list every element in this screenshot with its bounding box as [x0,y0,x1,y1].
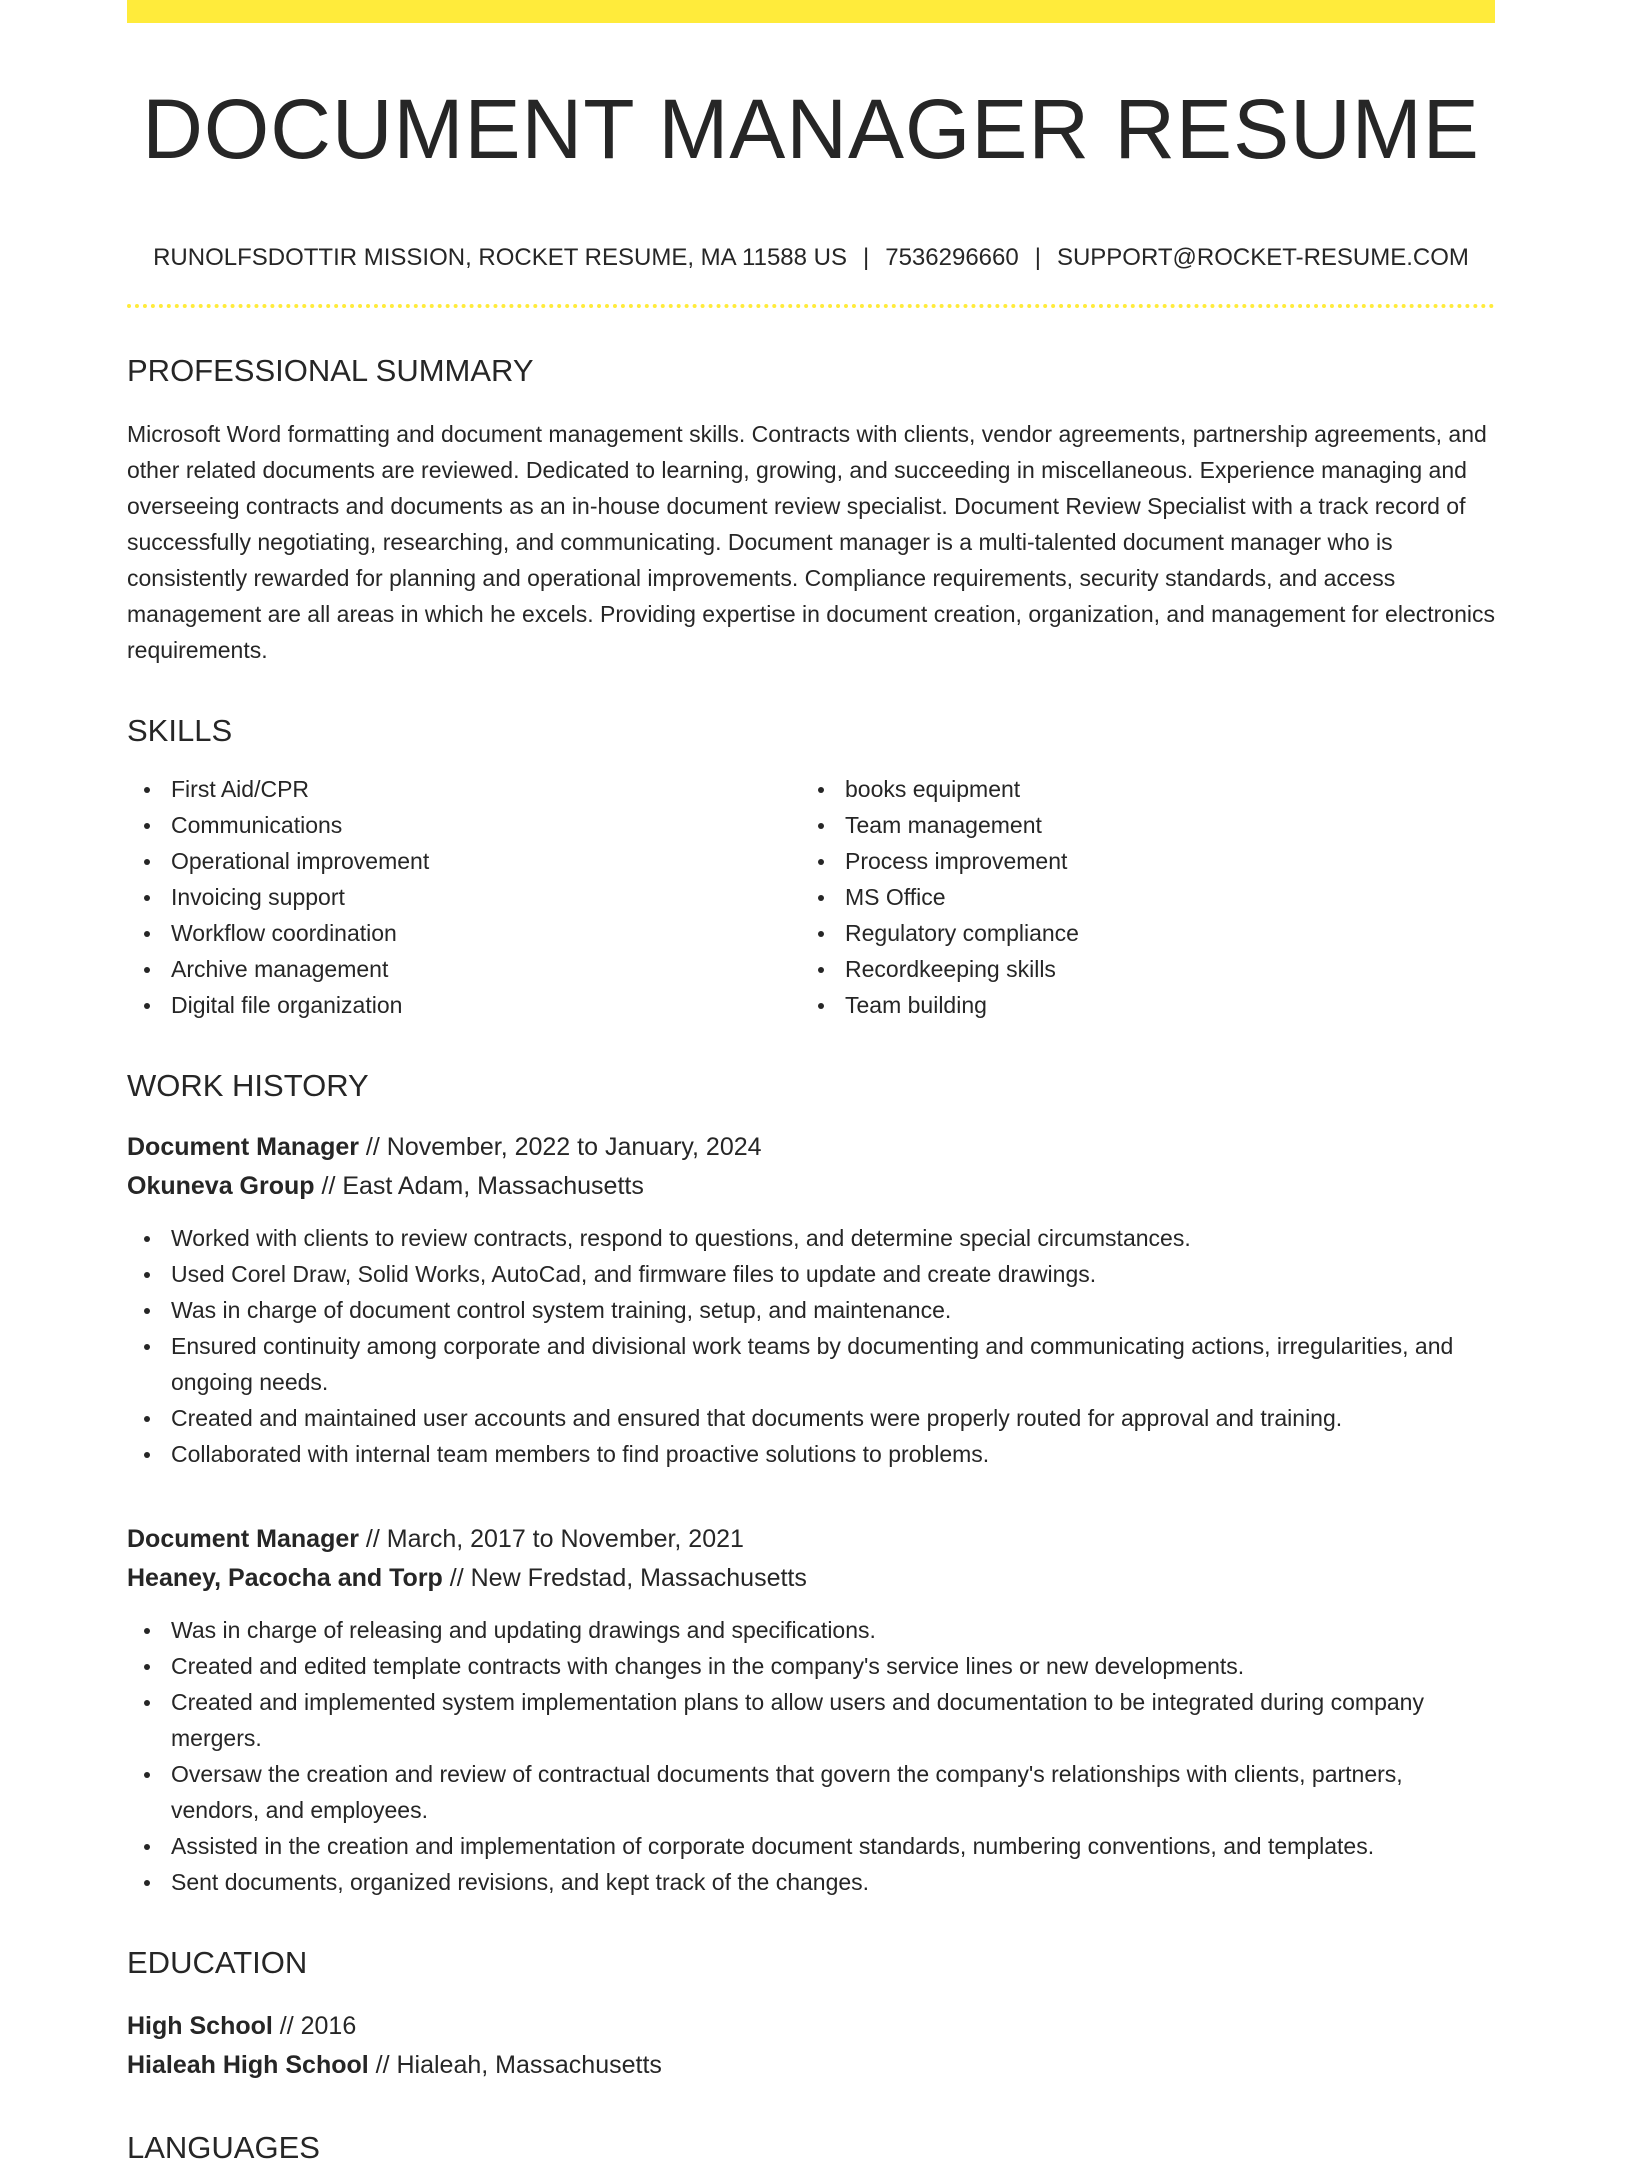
skill-item: books equipment [801,771,1475,807]
skill-item: Communications [127,807,801,843]
section-heading-summary: PROFESSIONAL SUMMARY [127,353,534,389]
skill-item: Workflow coordination [127,915,801,951]
education-school-line [127,2046,1495,2085]
skill-item: Regulatory compliance [801,915,1475,951]
job-location: // New Fredstad, Massachusetts [442,1563,807,1592]
section-heading-languages: LANGUAGES [127,2130,320,2166]
job-title: Document Manager [127,1524,359,1553]
job-dates: // March, 2017 to November, 2021 [358,1524,744,1553]
job-bullet: Sent documents, organized revisions, and kept track of the changes. [127,1864,1495,1900]
job-company-line [127,1559,1495,1598]
job-bullet: Created and implemented system implementation plans to allow users and documentation to be integrated during company mergers. [127,1684,1495,1756]
education-degree: High School [127,2012,273,2041]
skill-item: Invoicing support [127,879,801,915]
section-heading-education: EDUCATION [127,1944,308,1980]
skills-list-right [801,771,1475,1023]
resume-page [127,0,1495,2166]
dotted-divider [127,304,1495,308]
job-bullet: Created and edited template contracts with changes in the company's service lines or new developments. [127,1648,1495,1684]
skill-item: Archive management [127,951,801,987]
top-accent-bar [127,0,1495,23]
job-bullets [127,1220,1495,1472]
skill-item: Operational improvement [127,843,801,879]
job-bullet: Oversaw the creation and review of contractual documents that govern the company's relationships with clients, partners, vendors, and employees. [127,1756,1495,1828]
section-heading-work-history: WORK HISTORY [127,1067,369,1103]
education-location: // Hialeah, Massachusetts [368,2051,662,2080]
skills-list-left [127,771,801,1023]
job-bullet: Ensured continuity among corporate and divisional work teams by documenting and communicating actions, irregularities, and ongoing needs. [127,1328,1495,1400]
education-school: Hialeah High School [127,2051,369,2080]
contact-separator: | [863,243,870,271]
contact-phone: 7536296660 [885,243,1019,271]
education-year: // 2016 [272,2012,357,2041]
job-title-line [127,1520,1495,1559]
job-bullet: Was in charge of releasing and updating drawings and specifications. [127,1612,1495,1648]
skill-item: Team management [801,807,1475,843]
job-bullet: Created and maintained user accounts and ensured that documents were properly routed for approval and training. [127,1400,1495,1436]
job-title: Document Manager [127,1132,359,1161]
skill-item: Team building [801,987,1475,1023]
education-entry [127,2007,1495,2085]
contact-email[interactable]: SUPPORT@ROCKET-RESUME.COM [1056,243,1469,271]
summary-text: Microsoft Word formatting and document management skills. Contracts with clients, vendor agreements, partnership agreements, and other related documents are reviewed. Dedicated to learning, growing, and succeeding in miscellaneous. Experience managing and overseeing contracts and documents as an in-house document review specialist. Document Review Specialist with a track record of successfully negotiating, researching, and communicating. Document manager is a multi-talented document manager who is consistently rewarded for planning and operational improvements. Compliance requirements, security standards, and access management are all areas in which he excels. Providing expertise in document creation, organization, and management for electronics requirements. [127,420,1495,663]
job-company: Okuneva Group [127,1171,315,1200]
job-company: Heaney, Pacocha and Torp [127,1563,443,1592]
education-degree-line [127,2007,1495,2046]
skill-item: Recordkeeping skills [801,951,1475,987]
contact-address: RUNOLFSDOTTIR MISSION, ROCKET RESUME, MA 11588 US [153,243,847,271]
section-heading-skills: SKILLS [127,712,233,748]
job-bullet: Collaborated with internal team members to find proactive solutions to problems. [127,1436,1495,1472]
job-bullet: Was in charge of document control system training, setup, and maintenance. [127,1292,1495,1328]
job-company-line [127,1167,1495,1206]
skill-item: Digital file organization [127,987,801,1023]
job-entry [127,1128,1495,1472]
skill-item: First Aid/CPR [127,771,801,807]
job-location: // East Adam, Massachusetts [314,1171,644,1200]
job-entry [127,1520,1495,1900]
contact-line [127,244,1495,273]
job-bullet: Worked with clients to review contracts, respond to questions, and determine special circumstances. [127,1220,1495,1256]
skill-item: Process improvement [801,843,1475,879]
skill-item: MS Office [801,879,1475,915]
resume-title: DOCUMENT MANAGER RESUME [142,82,1480,176]
job-bullet: Used Corel Draw, Solid Works, AutoCad, and firmware files to update and create drawings. [127,1256,1495,1292]
job-bullets [127,1612,1495,1900]
job-title-line [127,1128,1495,1167]
job-bullet: Assisted in the creation and implementation of corporate document standards, numbering conventions, and templates. [127,1828,1495,1864]
job-dates: // November, 2022 to January, 2024 [358,1132,762,1161]
contact-separator: | [1034,243,1041,271]
skills-columns [127,771,1495,1023]
